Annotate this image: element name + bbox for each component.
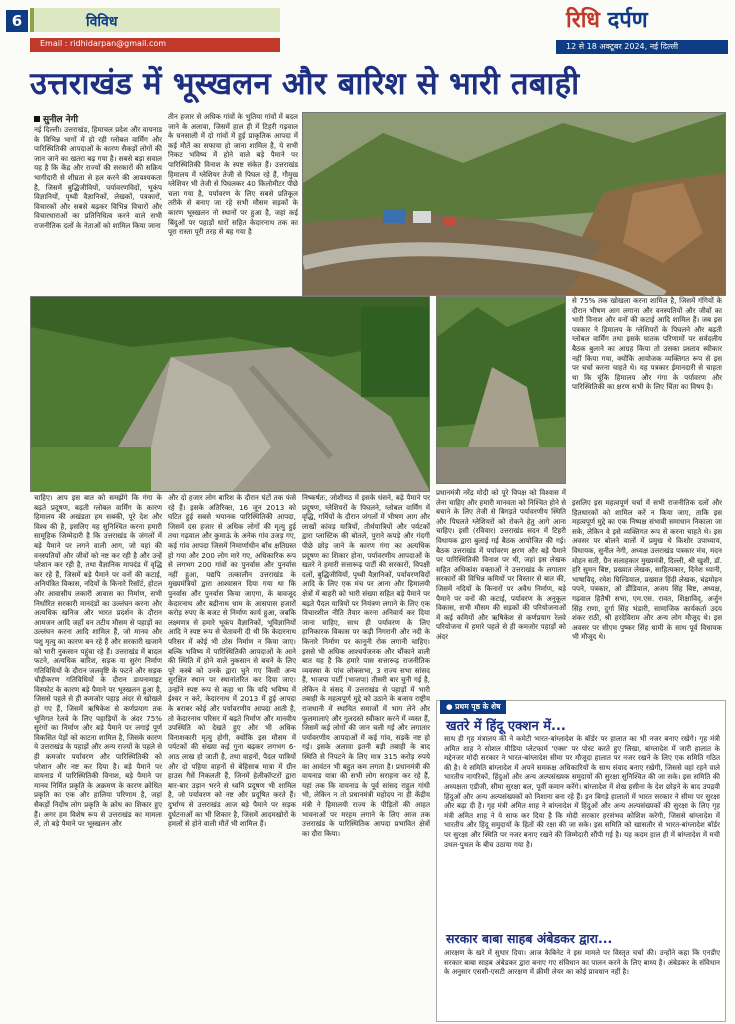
issue-date: 12 से 18 अक्टूबर 2024, नई दिल्ली [566,42,679,51]
byline: सुनील नेगी [34,112,78,125]
brand-part2: दर्पण [607,7,648,33]
landslide-illustration [31,297,430,492]
story2-body: आरक्षण के खरे में सुधार दिया। आज कैबिनेट ने इस मामले पर विस्तृत चर्चा की। उन्होंने कहा कि एनडीए सरकार बाबा साहब अंबेडकर द्वारा बनाए गए संविधान का पालन करने के लिए बाध्य है। अंबेडकर के संविधान के अनुसार एससी-एसटी आरक्षण में क्रीमी लेयर का कोई प्रावधान नहीं है। [444,948,720,977]
article-col3-bottom: निष्कर्षतः, जोशीमठ में इसके धंसने, बढ़े पैमाने पर प्रदूषण, ग्लेशियरों के पिघलने, ग्लोबल वार्मिंग में वृद्धि, गर्मियों के दौरान जंगलों में भीषण आग और लाखों कांवड़ यात्रियों, तीर्थयात्रियों और पर्यटकों द्वारा प्लास्टिक की बोतलें, पुराने कपड़े और गंदगी पीछे छोड़ जाने के कारण गंगा का अत्यधिक प्रदूषण का शिकार होना, पर्यावरणीय आपदाओं के खतरे ने हमारी सत्तारूढ़ पार्टी की सरकारों, विपक्षी दलों, बुद्धिजीवियों, पृथ्वी वैज्ञानिकों, पर्यावरणविदों आदि के लिए एक मंच पर आना और हिमालयी क्षेत्रों में बाहरी को भारी संख्या सहित बड़े पैमाने पर बढ़ते पैदल यात्रियों पर नियंत्रण लगाने के लिए एक विचारशील नीति तैयार करना अनिवार्य कर दिया जाना चाहिए, साथ ही पर्यावरण के लिए हानिकारक विकास पर कड़ी निगरानी और नदी के किनारे निर्माण पर कानूनी रोक लगानी चाहिए। इससे भी अधिक आश्चर्यजनक और चौंकाने वाली बात यह है कि हमारे पास सत्तारूढ़ राजनीतिक व्यवस्था के पांच लोकसभा, 3 राज्य सभा सांसद हैं, भाजपा पार्टी (भाजपा) तीसरी बार चुनी गई है, लेकिन वे संसद में उत्तराखंड से पहाड़ों में भारी तबाही के महत्वपूर्ण मुद्दे को उठाने के बजाय राष्ट्रीय राजधानी में स्थायित समाजोंं में भाग लेने और फूलमालाएं और गुलदस्ते स्वीकार करने में व्यस्त हैं, जिसमें कई लोगों की जान चली गई और लगातार पर्यावरणीय आपदाओं में कई गांव, सड़कें नष्ट हो गई। इसके अलावा इतनी बड़ी तबाही के बाद स्थिति से निपटने के लिए मात्र 315 करोड़ रुपये का आवंटन भी बहुत कम लगता है। प्रधानमंत्री की वायनाड यात्रा की सभी लोग सराहना कर रहे हैं, यहां तक कि वायनाड के पूर्व सांसद राहुल गांधी भी, लेकिन न तो प्रधानमंत्री महोदय ना ही केंद्रीय मंत्री ने हिमालयी राज्य के पीड़ितों की आहत भावनाओं पर मरहम लगाने के लिए आज तक उत्तराखंड के पारिस्थितिक आपदा प्रभावित क्षेत्रों का दौरा किया। [302,493,430,838]
email-text: Email : ridhidarpan@gmail.com [40,39,167,48]
section-name: विविध [86,14,118,30]
page-header [0,0,735,56]
story1-title: खतरे में हिंदू एक्शन में... [446,719,566,734]
story2-title: सरकार बाबा साहब अंबेडकर द्वारा... [446,931,613,946]
article-col2-top: तीन हजार से अधिक गांवों के भुतिया गांवों में बदल जाने के अलावा, जिसमें हाल ही में टिहरी गढ़वाल के घनसाली में दो गांवों में हुई प्राकृतिक आपदा में कई मौतें का सफाया हो जाना शामिल है, ये सभी निकट भविष्य में होने वाले बड़े पैमाने पर पारिस्थितिकी विनाश के स्पष्ट संकेत हैं। उत्तराखंड हिमालय में ग्लेशियर तेजी से पिघल रहे हैं, गौमुख ग्लेशियर भी तेजी से पिघलकर 40 किलोमीटर पीछे चला गया है, पर्यावरण के लिए सबसे प्रतिकूल तरीके से बनाए जा रहे सभी मौसम सड़कों के कारण भूस्खलन नो स्थानों पर हुआ है, जहां कई बिंदुओं पर पहाड़ों धारों सहित केदारनाथ तक का पूरा रास्ता पूरी तरह से बह गया है [168,112,298,237]
article-col5-bottom: इसलिए इस महत्वपूर्ण चर्चा में सभी राजनीतिक दलों और हितधारकों को शामिल करें न किया जाए, ताकि इस महत्वपूर्ण मुद्दे का एक निष्पक्ष संभावी समाधान निकाला जा सके, लेकिन वे इसे व्यक्तिगत रूप से करना चाहते थे। इस अवसर पर बोलने वालों में प्रमुख थे किशोर उपाध्याय, विधायक, सुनील नेगी, अध्यक्ष उत्तराखंड पत्रकार मंच, मदन मोहन सती, ग्रैन सलाहकार मुख्यमंत्री, दिल्ली, श्री खुशी, डॉ. हरि सुमन बिष्ट, प्रख्यात लेखक, साहित्यकार, दिनेश ध्यानी, भाषाविद्, रमेश घिल्डियाल, प्रख्यात हिंदी लेखक, चंद्रमोहन पपने, पत्रकार, ओ डौंडियाल, अजय सिंह बिष्ट, अध्यक्ष, गढ़वाल हितैषी सभा, एम.एस. रावत, शिक्षाविद्, अर्जुन सिंह राणा, दुर्गा सिंह भंडारी, सामाजिक कार्यकर्ता उदय शंकर राठी, श्री हरदेविराम और अन्य लोग मौजूद थे। इस अवसर पर सीएम पुष्कर सिंह धामी के साथ पूर्व विधायक भी मौजूद थे। [572,498,722,642]
article-col1-top: नई दिल्ली। उत्तराखंड, हिमाचल प्रदेश और वायनाड के विभिन्न भागों में हो रही ग्लोबल वार्मिंग और पारिस्थितिकी आपदाओं के कारण सैकड़ों लोगों की जान जाने का खतरा बढ़ गया है। सबसे बड़ा सवाल यह है कि केंद्र और राज्यों की सरकारों की सक्रिय भागीदारी से शीघ्रता से हल करने की आवश्यकता है, जिसमें बुद्धिजीवियों, पर्यावरणविदों, भूकंप विज्ञानियों, पृथ्वी वैज्ञानिकों, लेखकों, पत्रकारों, विचारकों और सबसे बढ़कर विभिन्न विचारों और विचारधाराओं का प्रतिनिधित्व करने वाले सभी राजनीतिक दलों के नेताओं को शामिल किया जाना [34,125,162,230]
mountain-road-photo [302,112,726,296]
article-col2-bottom: और दो हजार लोग बारिश के दौरान घंटों तक फंसे रहे हैं। इसके अतिरिक्त, 16 जून 2013 को घटित हुई सबसे भयानक पारिस्थितिकी आपदा, जिसमें दस हजार से अधिक लोगों की मृत्यु हुई तथा गढ़वाल और कुमाऊं के अनेक गांव उजड़ गए, कई गांव आपदा जिसमें निमार्णाधीन बाँध क्षतिग्रस्त हो गया और 200 लोग मारे गए, अधिकारिक रूप से लगभग 200 गांवों का पुनर्वास और पुनर्वास नहीं हुआ, यद्यपि तत्कालीन उत्तराखंड के मुख्यमंत्रियों द्वारा आश्वासन दिया गया था कि पुनर्वास और पुनर्वास किया जाएगा, के बावजूद केदारनाथ और बद्रीनाथ धाम के आसपास हजारों करोड़ रुपए के बजट से निर्माण कार्य हुआ, जबकि लक्ष्मणत्र से हमारे भूकंप वैज्ञानिकों, भूविज्ञानियों आदि ने स्पष्ट रूप से चेतावनी दी थी कि केदारनाथ परिसर में कोई भी ठोस निर्माण न किया जाए। बल्कि भविष्य में पारिस्थितिकी आपदाओं के आने की स्थिति में होने वाले नुकसान से बचने के लिए पूरे कस्बे को उनके द्वारा चुने गए किसी अन्य सुरक्षित स्थान पर स्थानांतरित कर दिया जाए। उन्होंने स्पष्ट रूप से कहा था कि यदि भविष्य में ईश्वर न करे, केदारनाथ में 2013 में हुई आपदा के बराबर कोई और पर्यावरणीय आपदा आती है, तो केदारनाथ परिसर में बढ़ते निर्माण और मानवीय उपस्थिति को देखते हुए और भी अधिक विनाशकारी मृत्यु होगी, क्योंकि इस मौसम में पर्यटकों की संख्या कई गुना बढ़कर लगभग 6-आठ लाख हो जाती है, तथा वाहनों, पैदल यात्रियों और दो पहिया वाहनों से बेहिसाब मात्रा में ग्रीन हाउस गैसें निकलती हैं, जिनमें हेलीकॉप्टरों द्वारा बार-बार उड़ान भरने से ध्वनि प्रदूषण भी शामिल है, जो पर्यावरण को नष्ट और प्रदूषित करते हैं। दुर्भाग्य से उत्तराखंड आज बड़े पैमाने पर सड़क दुर्घटनाओं का भी शिकार है, जिसमें आदमखोरों के हमलों से होने वाली मौतें भी शामिल हैं। [168,493,296,829]
masthead-logo [566,4,648,34]
story1-body: साथ ही गृह मंत्रालय की ने कमेटी भारत-बांग्लादेश के बॉर्डर पर हालात का भी नजर बनाए रखेगे। गृह मंत्री अमित शाह ने सोशल मीडिया प्लेटफार्म 'एक्स' पर पोस्ट करते हुए लिखा, बांग्लादेश में जारी हालात के मद्देनजर मोदी सरकार ने भारत-बांग्लादेश सीमा पर मौजूदा हालात पर नजर रखने के लिए एक समिति गठित की है। ये समिति बांग्लादेश में अपने समकक्ष अधिकारियों के साथ संवाद बनाए रखेगी, जिससे वहां रहने वाले भारतीय नागरिकों, हिंदुओं और अन्य अल्पसंख्यक समुदायों की सुरक्षा सुनिश्चित की जा सके। इस समिति की अध्यक्षता एडीजी, सीमा सुरक्षा बल, पूर्वी कमान करेंगे। बांग्लादेश में शेख हसीना के देश छोड़ने के बाद उपद्रवी हिंदुओं और अन्य अल्पसंख्यकों को निशाना बना रहे हैं। इन बिगड़े हालातों में भारत सरकार ने सीमा पर सुरक्षा और बढ़ा दी है। गृह मंत्री अमित शाह ने बांग्लादेश में हिंदुओं और अन्य अल्पसंख्यकों की सुरक्षा के लिए गृह मंत्री अमित शाह ने ये साफ कर दिया है कि मोदी सरकार हरसंभव कोशिश करेगी, जिससे बांग्लादेश में भारतीय और हिंदू समुदायों के हितों की रक्षा की जा सके। इस समिति को खासतौर से भारत-बांग्लादेश बॉर्डर पर सुरक्षा और स्थिति पर नजर बनाए रखने की जिम्मेदारी सौंपी गई है। यह कदम हाल ही में बांग्लादेश में मची उथल-पुथल के बीच उठाया गया है। [444,734,720,849]
hill-illustration [437,297,566,484]
landslide-slope-photo [30,296,430,492]
mountain-road-illustration [303,113,726,296]
page-number: 6 [6,10,28,32]
brand-part1: रिधि [566,7,600,33]
article-col4-bottom: प्रधानमंत्री नरेंद्र मोदी को पूरे विपक्ष को विश्वास में लेना चाहिए और हमारी मानवता को निश्चित होने से बचाने के लिए तेजी से बिगड़ते पर्यावरणीय स्थिति और पिघलते ग्लेशियरों को रोकने हेतु आगे आना चाहिए। इसी (रविवार) उत्तराखंड सदन में टिहरी विधायक द्वारा बुलाई गई बैठक आयोजित की गई। बैठक उत्तराखंड में पर्यावरण क्षरण और बड़े पैमाने पर पारिस्थितिकी विनाश पर थी, जहां इस लेखक सहित अधिकांश वक्ताओं ने उत्तराखंड के लगातार सरकारों की विभिन्न कमियों पर विस्तार से बात की, जिसमें नदियों के किनारों पर अवैध निर्माण, बड़े पैमाने पर वनों की कटाई, पर्यावरण के अनुकूल विकास, सभी मौसम की सड़कों की परियोजनाओं में कई कमियों और ऋषिकेश से कर्णप्रयाग रेलवे परियोजना में हमारे पहले से ही कमजोर पहाड़ों को अंदर [436,488,566,641]
article-col1-bottom: चाहिए। आप इस बात को समझेंगे कि गंगा के बढ़ते प्रदूषण, बढ़ती ग्लोबल वार्मिंग के कारण हिमालय की अखंडता हम सबकी, पूरे देश और विश्व की है, इसलिए यह सुनिश्चित करना हमारी सामूहिक जिम्मेदारी है कि उत्तराखंड के जंगलों में बड़े पैमाने पर लगने वाली आग, जो यहां की वनस्पतियों और जीवों को नष्ट कर रही है और उन्हें परेशान कर रही है, तथा वैज्ञानिक मापदंड में वृद्धि कर रहे हैं, जिसमें बड़े पैमाने पर वनों की कटाई, अनियंत्रित विकास, नदियों के किनारे रिसॉर्ट, होटल और आवासीय लकारी आवास का निर्माण, सभी निर्धारित सरकारी मानदंडों का उल्लंघन करना और अत्यधिक खनिज और भारत प्रदर्शन के दौरान आमजन आदि जहाँ वन तटीय मौसम से पहाड़ों का उल्लंघन करना आदि शामिल हैं, जो मानव और पशु मृत्यु का कारण बन रहे हैं और सरकारी खजाने को भारी नुकसान पहुंचा रहे हैं। उत्तराखंड में बादल फटने, अत्यधिक बारिश, सड़क या सुरंग निर्माण गतिविधियों के दौरान जलवृष्टि के फटने और सड़क चौड़ीकरण गतिविधियों के दौरान डायनामाइट विस्फोट के कारण बड़े पैमाने पर भूस्खलन हुआ है, जिससे पहले से ही कमजोर पहाड़ अंदर से खोखले हो गए हैं, जिसमें ऋषिकेश से कर्णप्रयाग तक भूमिगत रेलवे के लिए पहाड़ियों के अंदर 75% सुरंगों का निर्माण और बड़े पैमाने पर लगाई पूर्ण विकसित पेड़ों को काटना शामिल है, जिसके कारण ये उत्तराखंड के पहाड़ों और अन्य राज्यों के पहले से ही कमजोर पर्यावरण और पारिस्थितिकी को परेशान और नष्ट कर दिया है। बड़े पैमाने पर वायनाड में पारिस्थितिकी विनाश, बड़े पैमाने पर मानव निर्मित प्रकृति के अक्रमण के कारण क्रोधित प्रकृति का एक और हालिया परिणाम है, जहां सैकड़ों निर्दोष लोग प्रकृति के क्रोध का शिकार हुए हैं। अगर हम विशेष रूप से उत्तराखंड का मामला लें, तो बड़े पैमाने पर भूस्खलन और [34,493,162,829]
hill-debris-photo [436,296,566,484]
section-bar [30,8,280,32]
article-headline: उत्तराखंड में भूस्खलन और बारिश से भारी तबाही [30,66,580,102]
article-col-right-mid: से 75% तक खोखला करना शामिल है, जिसमें गंगियों के दौरान भीषण आग लगाना और वनस्पतियों और जीवों का भारी विनाश और वनों की कटाई आदि शामिल हैं। जब इस पत्रकार ने हिमालय के ग्लेशियरों के पिघलने और बढ़ती ग्लोबल वार्मिंग तथा इसके घातक परिणामों पर सर्वदलीय बैठक बुलाने का आग्रह किया तो उसका प्रस्ताव स्वीकार नहीं किया गया, क्योंकि आयोजक व्यक्तिगत रूप से इस पर चर्चा करना चाहते थे। यह पत्रकार ईमानदारी से चाहता था कि चूंकि हिमालय और गंगा के पर्यावरण और पारिस्थितिकी का क्षरण सभी के लिए चिंता का विषय है। [572,296,722,392]
continued-tag: ● प्रथम पृष्ठ के शेष [440,700,506,714]
